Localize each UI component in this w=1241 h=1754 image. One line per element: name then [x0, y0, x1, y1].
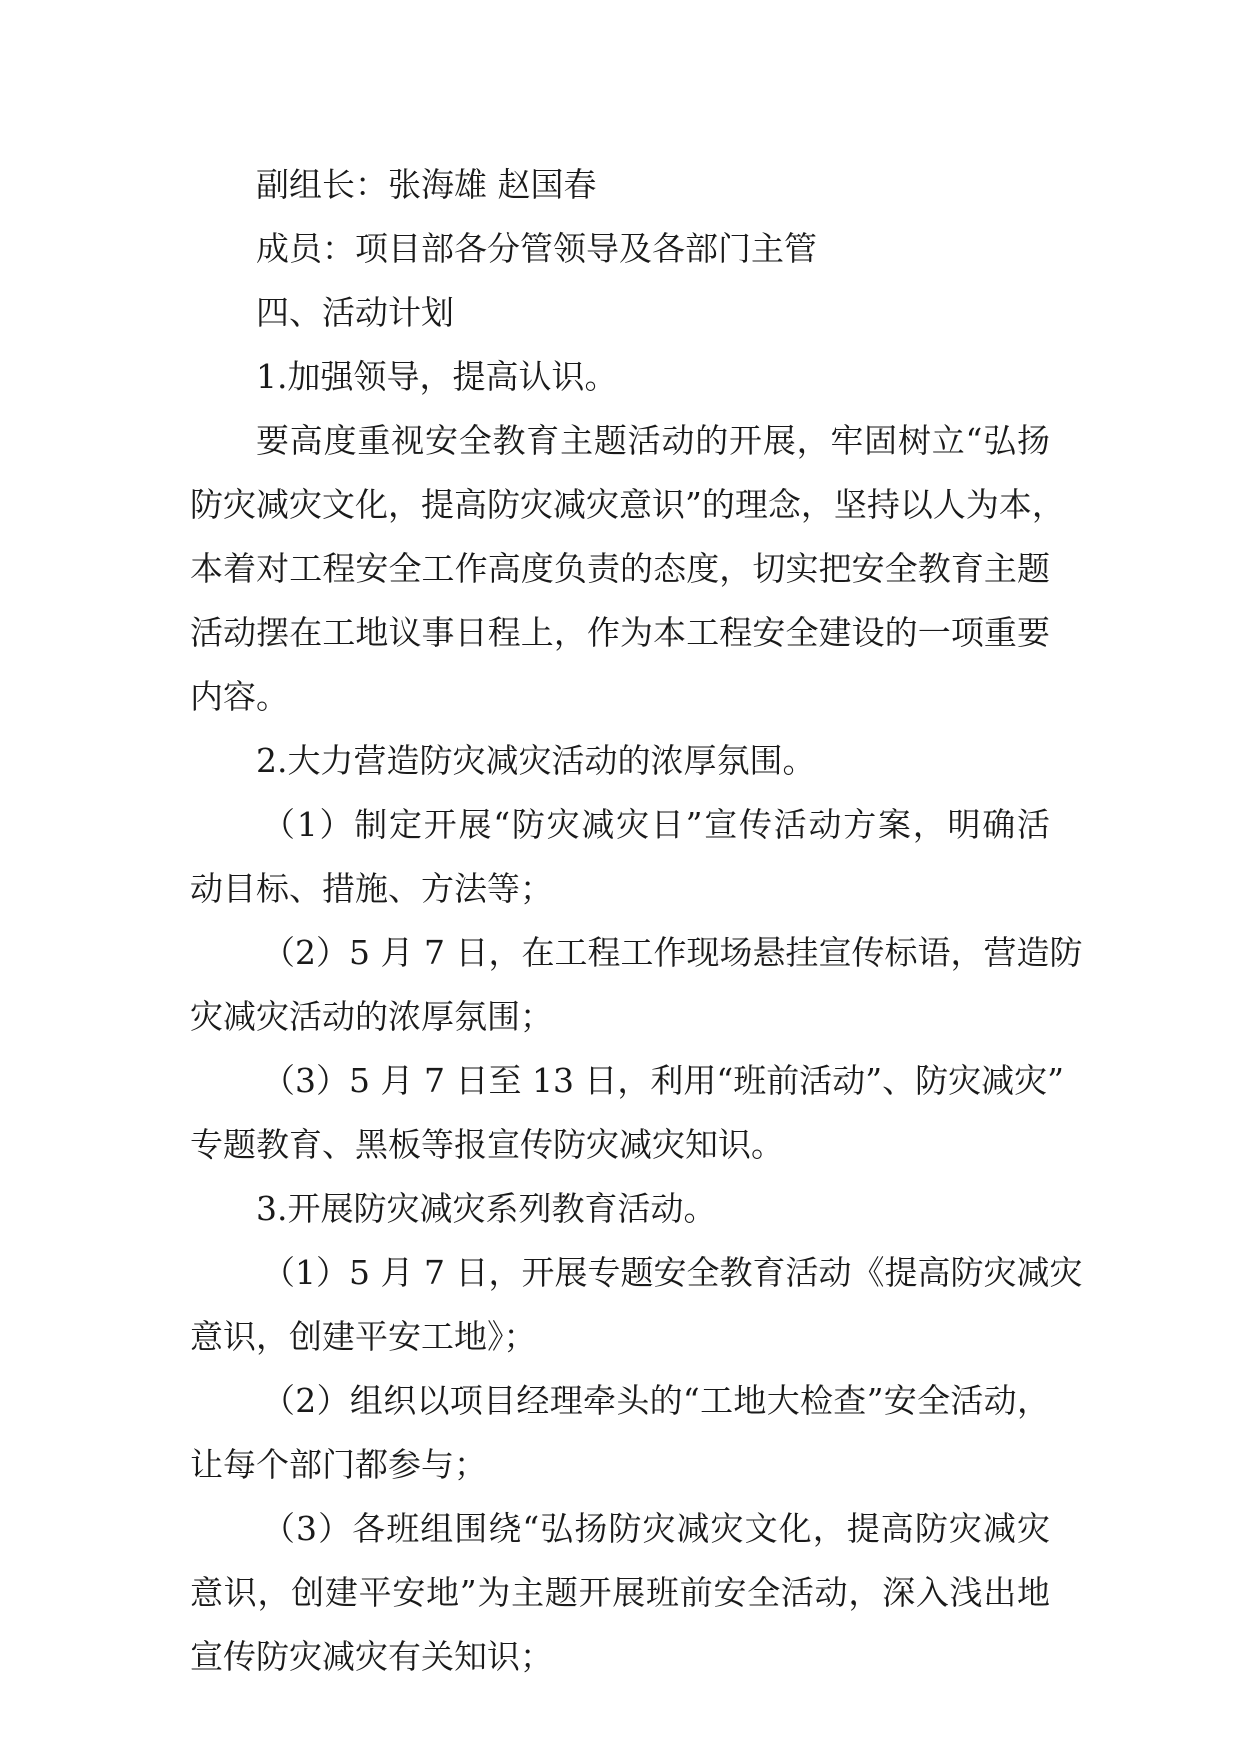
- document-body: [190, 153, 1083, 1689]
- list-item-line: 意识，创建平安地”为主题开展班前安全活动，深入浅出地: [190, 1573, 1050, 1612]
- list-item-line: 专题教育、黑板等报宣传防灾减灾知识。: [190, 1125, 784, 1164]
- list-item-line: （3）5 月 7 日至 13 日，利用“班前活动”、防灾减灾”: [262, 1061, 1065, 1100]
- list-item-line: 灾减灾活动的浓厚氛围；: [190, 997, 553, 1036]
- list-item-line: 动目标、措施、方法等；: [190, 869, 553, 908]
- list-item-line: （1）制定开展“防灾减灾日”宣传活动方案，明确活: [262, 805, 1050, 844]
- list-item-line: （1）5 月 7 日，开展专题安全教育活动《提高防灾减灾: [262, 1253, 1083, 1292]
- list-item-line: （3）各班组围绕“弘扬防灾减灾文化，提高防灾减灾: [262, 1509, 1050, 1548]
- paragraph-line: 内容。: [190, 677, 289, 716]
- section-heading: 四、活动计划: [256, 293, 454, 332]
- paragraph-line: 副组长：张海雄 赵国春: [256, 165, 597, 204]
- paragraph-line: 要高度重视安全教育主题活动的开展，牢固树立“弘扬: [256, 421, 1050, 460]
- paragraph-line: 本着对工程安全工作高度负责的态度，切实把安全教育主题: [190, 549, 1050, 588]
- list-item-line: 让每个部门都参与；: [190, 1445, 487, 1484]
- list-item-line: （2）5 月 7 日，在工程工作现场悬挂宣传标语，营造防: [262, 933, 1083, 972]
- subsection-heading: 1.加强领导，提高认识。: [256, 357, 618, 396]
- paragraph-line: 活动摆在工地议事日程上，作为本工程安全建设的一项重要: [190, 613, 1050, 652]
- subsection-heading: 2.大力营造防灾减灾活动的浓厚氛围。: [256, 741, 816, 780]
- list-item-line: 宣传防灾减灾有关知识；: [190, 1637, 553, 1676]
- subsection-heading: 3.开展防灾减灾系列教育活动。: [256, 1189, 717, 1228]
- list-item-line: 意识，创建平安工地》；: [190, 1317, 537, 1356]
- list-item-line: （2）组织以项目经理牵头的“工地大检查”安全活动，: [262, 1381, 1050, 1420]
- paragraph-line: 防灾减灾文化，提高防灾减灾意识”的理念，坚持以人为本，: [190, 485, 1065, 524]
- paragraph-line: 成员：项目部各分管领导及各部门主管: [256, 229, 817, 268]
